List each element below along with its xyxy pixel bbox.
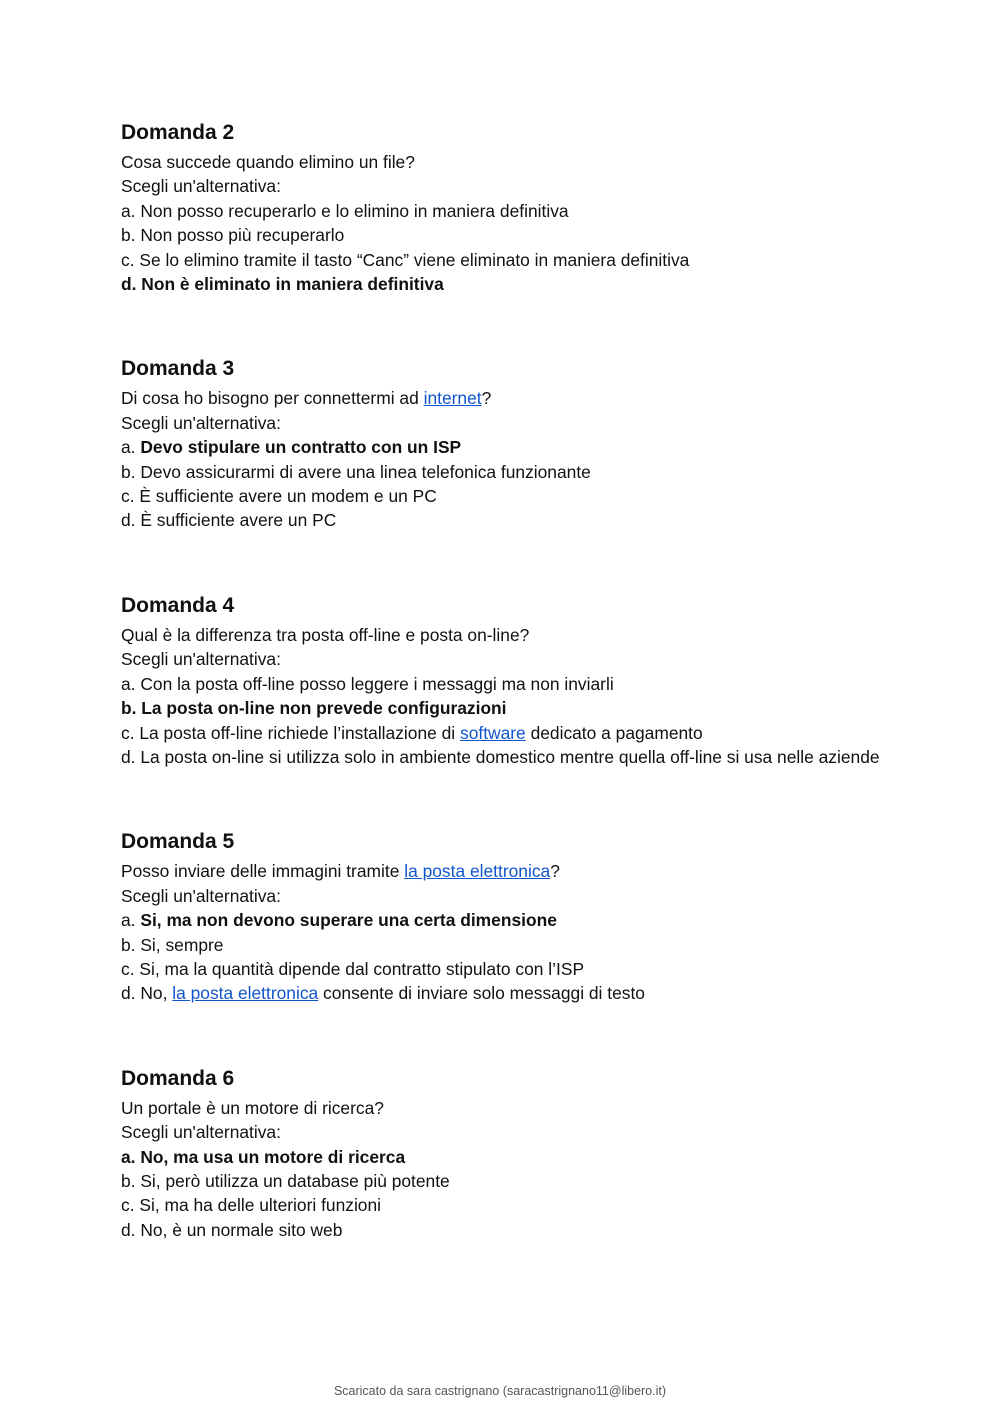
posta-elettronica-link[interactable]: la posta elettronica (404, 861, 551, 882)
option-prefix: a. (121, 437, 141, 458)
question-prompt: Un portale è un motore di ricerca? (121, 1097, 384, 1118)
option-c: c. Si, ma ha delle ulteriori funzioni (121, 1195, 382, 1216)
prompt-text-end: ? (481, 388, 492, 409)
option-b-correct: b. La posta on-line non prevede configurazioni (121, 698, 507, 719)
option-c: c. Se lo elimino tramite il tasto “Canc” viene eliminato in maniera definitiva (121, 249, 690, 270)
option-b: b. Si, però utilizza un database più potente (121, 1170, 450, 1191)
option-text-end: consente di inviare solo messaggi di testo (318, 983, 645, 1004)
question-title: Domanda 4 (121, 593, 235, 617)
prompt-text: Di cosa ho bisogno per connettermi ad (121, 388, 424, 409)
question-5 (121, 825, 881, 1005)
question-2 (121, 116, 881, 296)
posta-elettronica-link[interactable]: la posta elettronica (172, 983, 319, 1004)
internet-link[interactable]: internet (423, 388, 482, 409)
option-c (121, 721, 881, 745)
option-d: d. No, è un normale sito web (121, 1219, 343, 1240)
question-instruction: Scegli un'alternativa: (121, 1122, 281, 1143)
option-d: d. La posta on-line si utilizza solo in ambiente domestico mentre quella off-line si usa nelle aziende (121, 746, 880, 767)
question-instruction: Scegli un'alternativa: (121, 412, 281, 433)
option-c: c. Si, ma la quantità dipende dal contratto stipulato con l’ISP (121, 958, 585, 979)
question-title: Domanda 5 (121, 830, 235, 854)
question-title: Domanda 2 (121, 121, 235, 144)
question-3 (121, 352, 881, 532)
question-title: Domanda 3 (121, 357, 235, 381)
option-a: a. Non posso recuperarlo e lo elimino in maniera definitiva (121, 200, 569, 221)
question-instruction: Scegli un'alternativa: (121, 649, 281, 670)
prompt-text: Posso inviare delle immagini tramite (121, 861, 405, 882)
question-4 (121, 589, 881, 769)
option-text: Devo stipulare un contratto con un ISP (140, 437, 462, 458)
option-b: b. Devo assicurarmi di avere una linea telefonica funzionante (121, 461, 591, 482)
option-text: c. La posta off-line richiede l’installazione di (121, 722, 460, 743)
question-instruction: Scegli un'alternativa: (121, 176, 281, 197)
question-title: Domanda 6 (121, 1066, 235, 1090)
option-a-correct: a. No, ma usa un motore di ricerca (121, 1146, 406, 1167)
option-b: b. Si, sempre (121, 934, 224, 955)
option-text: Si, ma non devono superare una certa dimensione (140, 910, 557, 931)
option-text: d. No, (121, 983, 173, 1004)
question-prompt: Qual è la differenza tra posta off-line e posta on-line? (121, 624, 530, 645)
prompt-text-end: ? (550, 861, 560, 882)
option-d-correct: d. Non è eliminato in maniera definitiva (121, 274, 444, 295)
option-b: b. Non posso più recuperarlo (121, 225, 345, 246)
question-prompt: Cosa succede quando elimino un file? (121, 152, 415, 172)
option-a-correct (121, 435, 881, 459)
question-prompt (121, 859, 881, 883)
download-footer: Scaricato da sara castrignano (saracastrignano11@libero.it) (333, 1384, 667, 1398)
option-d: d. È sufficiente avere un PC (121, 510, 337, 531)
question-instruction: Scegli un'alternativa: (121, 885, 281, 906)
option-a: a. Con la posta off-line posso leggere i messaggi ma non inviarli (121, 673, 614, 694)
option-text-end: dedicato a pagamento (525, 722, 703, 743)
question-prompt (121, 386, 881, 410)
option-prefix: a. (121, 910, 141, 931)
document-body (121, 116, 881, 1298)
question-6 (121, 1062, 881, 1242)
option-c: c. È sufficiente avere un modem e un PC (121, 486, 437, 507)
software-link[interactable]: software (460, 722, 526, 743)
option-d (121, 981, 881, 1005)
option-a-correct (121, 908, 881, 932)
